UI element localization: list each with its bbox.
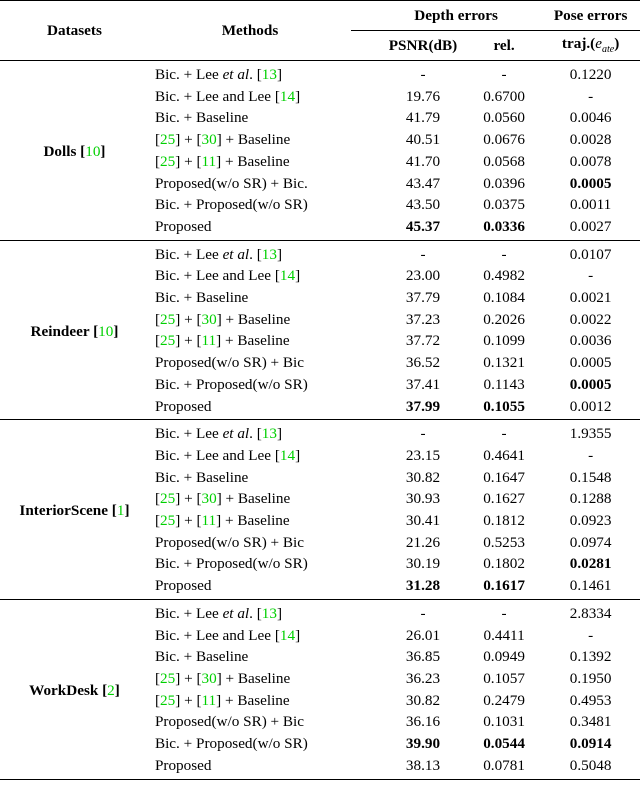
dataset-citation-link[interactable]: 10 <box>85 142 101 160</box>
dataset-group-interiorscene <box>0 420 640 600</box>
traj-value: 0.0046 <box>569 109 612 127</box>
rel-value: 0.1321 <box>483 354 525 372</box>
method-italic: et al <box>222 66 250 83</box>
method-italic: et al <box>222 245 250 263</box>
psnr-value: 23.15 <box>405 446 441 464</box>
header-traj-symbol: e <box>595 35 602 53</box>
psnr-value: 30.93 <box>405 490 441 508</box>
citation-link[interactable]: 25 <box>160 152 176 170</box>
rel-value: - <box>467 61 541 86</box>
method-text: + Baseline <box>221 152 290 170</box>
traj-value: 0.0005 <box>569 375 612 393</box>
method-cell <box>149 287 351 309</box>
method-cell: Bic. + Lee and Lee [14] <box>154 267 301 285</box>
header-traj-subscript: ate <box>601 44 615 56</box>
traj-value: 0.0012 <box>569 397 612 415</box>
citation-link[interactable]: 25 <box>160 490 176 508</box>
psnr-value: 30.82 <box>405 468 441 486</box>
traj-value: 0.4953 <box>569 691 612 709</box>
psnr-value: 39.90 <box>405 735 441 753</box>
psnr-value: 36.23 <box>405 669 441 687</box>
citation-link[interactable]: 30 <box>201 131 217 149</box>
method-cell: Bic. + Lee and Lee [14] <box>154 626 301 644</box>
method-text: + Baseline <box>221 332 290 350</box>
psnr-value: 40.51 <box>405 131 441 149</box>
traj-value: 0.1548 <box>569 468 612 486</box>
method-text: Bic. + Lee and Lee <box>154 87 275 105</box>
psnr-value: 43.50 <box>405 196 441 214</box>
method-text: Bic. + Baseline <box>154 109 249 127</box>
method-cell: [25] + [30] + Baseline <box>154 669 291 687</box>
rel-value: 0.0336 <box>483 217 525 235</box>
dataset-name: InteriorScene <box>19 502 108 520</box>
header-psnr: PSNR(dB) <box>351 31 467 61</box>
method-text: Proposed(w/o SR) + Bic <box>154 713 305 731</box>
rel-value: 0.1055 <box>483 397 525 415</box>
citation-link[interactable]: 11 <box>201 512 217 530</box>
method-cell <box>149 532 351 554</box>
psnr-value: 31.28 <box>405 577 441 595</box>
method-text: Proposed <box>154 577 212 595</box>
method-text: Bic. + Lee <box>154 66 223 83</box>
rel-value: 0.1617 <box>483 577 525 595</box>
method-cell: Bic. + Lee and Lee [14] <box>154 87 301 105</box>
dataset-name-cell: InteriorScene [1] <box>0 420 149 600</box>
dataset-citation-link[interactable]: 10 <box>98 322 114 340</box>
psnr-value: 45.37 <box>405 217 441 235</box>
rel-value: 0.4411 <box>483 626 525 644</box>
citation-link[interactable]: 14 <box>279 87 296 105</box>
method-cell <box>149 396 351 420</box>
traj-value: 0.0036 <box>569 332 612 350</box>
method-text: + Baseline <box>221 131 291 149</box>
method-text: . <box>249 425 257 443</box>
traj-value: 0.0005 <box>569 354 612 372</box>
method-cell: Bic. + Lee et al. [13] <box>149 240 351 265</box>
method-text: Proposed <box>154 397 212 415</box>
method-cell <box>149 755 351 779</box>
psnr-value: 37.23 <box>405 310 441 328</box>
rel-value: 0.4982 <box>483 267 525 285</box>
method-text: . <box>249 66 257 83</box>
rel-value: 0.1057 <box>483 669 525 687</box>
rel-value: 0.5253 <box>483 533 525 551</box>
header-methods: Methods <box>149 1 351 61</box>
method-cell: Bic. + Lee et al. [13] <box>149 61 351 86</box>
psnr-value: 41.70 <box>405 152 441 170</box>
method-text: Bic. + Lee <box>154 604 223 622</box>
traj-value: 0.0974 <box>569 533 612 551</box>
rel-value: 0.0544 <box>483 735 525 753</box>
header-traj-close: ) <box>614 35 620 53</box>
method-cell <box>149 711 351 733</box>
method-cell <box>149 646 351 668</box>
method-text: Bic. + Baseline <box>154 468 249 486</box>
psnr-value: 36.52 <box>405 354 441 372</box>
traj-value: 0.0021 <box>569 289 612 307</box>
header-rel: rel. <box>467 31 541 61</box>
method-text: Bic. + Proposed(w/o SR) <box>154 375 308 393</box>
psnr-value: 37.99 <box>405 397 441 415</box>
rel-value: - <box>467 420 541 445</box>
traj-value: 0.0028 <box>569 131 612 149</box>
rel-value: 0.0560 <box>483 109 525 127</box>
method-cell: [25] + [11] + Baseline <box>154 332 290 350</box>
traj-value: 0.0914 <box>569 735 612 753</box>
psnr-value: 30.82 <box>405 691 441 709</box>
citation-link[interactable]: 25 <box>160 131 176 149</box>
citation-link[interactable]: 30 <box>201 310 217 328</box>
table-header <box>0 1 640 61</box>
header-traj-label: traj.( <box>561 35 596 53</box>
method-cell: [25] + [30] + Baseline <box>154 310 291 328</box>
traj-value: - <box>588 626 594 644</box>
citation-link[interactable]: 11 <box>201 691 217 709</box>
traj-value: 1.9355 <box>541 420 640 445</box>
method-text: Proposed(w/o SR) + Bic. <box>154 174 308 192</box>
table-row <box>0 240 640 265</box>
dataset-name: Dolls <box>43 142 77 160</box>
rel-value: 0.1084 <box>483 289 525 307</box>
psnr-value: 41.79 <box>405 109 441 127</box>
traj-value: 0.0107 <box>541 240 640 265</box>
psnr-value: 37.41 <box>405 375 441 393</box>
rel-value: 0.0676 <box>483 131 525 149</box>
dataset-group-reindeer <box>0 240 640 420</box>
citation-link[interactable]: 13 <box>261 604 277 622</box>
method-cell: Bic. + Lee et al. [13] <box>149 599 351 624</box>
psnr-value: 43.47 <box>405 174 441 192</box>
traj-value: 0.0011 <box>570 196 612 214</box>
psnr-value: 19.76 <box>405 87 441 105</box>
traj-value: 0.1288 <box>569 490 612 508</box>
method-cell <box>149 374 351 396</box>
method-text: Bic. + Lee and Lee <box>154 267 275 285</box>
dataset-name-cell: Reindeer [10] <box>0 240 149 420</box>
method-text: Bic. + Baseline <box>154 289 249 307</box>
citation-link[interactable]: 13 <box>261 425 277 443</box>
table-row <box>0 599 640 624</box>
rel-value: 0.0396 <box>483 174 525 192</box>
psnr-value: 26.01 <box>405 626 441 644</box>
rel-value: 0.4641 <box>483 446 525 464</box>
psnr-value: - <box>351 240 467 265</box>
rel-value: 0.1627 <box>483 490 525 508</box>
citation-link[interactable]: 30 <box>201 669 217 687</box>
traj-value: 0.0923 <box>569 512 612 530</box>
psnr-value: - <box>351 599 467 624</box>
citation-link[interactable]: 30 <box>201 490 217 508</box>
method-cell: [25] + [30] + Baseline <box>154 490 291 508</box>
method-text: + Baseline <box>221 512 290 530</box>
psnr-value: 36.85 <box>405 648 441 666</box>
method-cell: [25] + [11] + Baseline <box>154 512 290 530</box>
psnr-value: - <box>351 61 467 86</box>
psnr-value: 21.26 <box>405 533 441 551</box>
method-text: Bic. + Lee and Lee <box>154 626 275 644</box>
rel-value: 0.0949 <box>483 648 525 666</box>
rel-value: - <box>467 599 541 624</box>
rel-value: 0.1802 <box>483 555 525 573</box>
citation-link[interactable]: 13 <box>261 66 277 83</box>
method-cell: [25] + [11] + Baseline <box>154 691 290 709</box>
method-text: Proposed(w/o SR) + Bic <box>154 354 305 372</box>
method-text: Bic. + Lee <box>154 245 223 263</box>
rel-value: 0.0568 <box>483 152 525 170</box>
citation-link[interactable]: 14 <box>279 626 296 644</box>
method-text: . <box>249 245 257 263</box>
method-cell: Bic. + Lee and Lee [14] <box>154 446 301 464</box>
method-cell: [25] + [30] + Baseline <box>154 131 291 149</box>
header-depth-errors: Depth errors <box>351 1 541 31</box>
psnr-value: - <box>351 420 467 445</box>
traj-value: 0.0078 <box>569 152 612 170</box>
table-row <box>0 420 640 445</box>
method-text: Proposed <box>154 217 212 235</box>
method-italic: et al <box>222 425 250 443</box>
method-text: + Baseline <box>221 310 291 328</box>
method-cell <box>149 107 351 129</box>
traj-value: 0.0281 <box>569 555 612 573</box>
citation-link[interactable]: 25 <box>160 512 176 530</box>
method-italic: et al <box>222 604 250 622</box>
traj-value: 0.0027 <box>569 217 612 235</box>
method-text: Bic. + Baseline <box>154 648 249 666</box>
method-text: Bic. + Lee <box>154 425 223 443</box>
method-text: . <box>249 604 257 622</box>
header-pose-errors: Pose errors <box>541 1 640 31</box>
traj-value: 0.3481 <box>569 713 612 731</box>
dataset-name-cell: WorkDesk [2] <box>0 599 149 779</box>
method-cell <box>149 467 351 489</box>
method-cell: Bic. + Lee et al. [13] <box>149 420 351 445</box>
citation-link[interactable]: 14 <box>279 446 296 464</box>
traj-value: - <box>588 446 594 464</box>
traj-value: 0.1461 <box>569 577 612 595</box>
traj-value: 0.1950 <box>569 669 612 687</box>
method-cell <box>149 216 351 240</box>
dataset-citation-link[interactable]: 2 <box>107 681 115 699</box>
method-cell <box>149 733 351 755</box>
method-text: Proposed(w/o SR) + Bic <box>154 533 305 551</box>
rel-value: 0.1647 <box>483 468 525 486</box>
method-text: + Baseline <box>221 669 291 687</box>
dataset-group-workdesk <box>0 599 640 779</box>
dataset-name-cell: Dolls [10] <box>0 61 149 241</box>
rel-value: 0.1812 <box>483 512 525 530</box>
citation-link[interactable]: 13 <box>261 245 277 263</box>
method-cell <box>149 553 351 575</box>
citation-link[interactable]: 14 <box>279 267 296 285</box>
traj-value: 0.0005 <box>569 174 612 192</box>
method-text: Bic. + Lee and Lee <box>154 446 275 464</box>
psnr-value: 37.79 <box>405 289 441 307</box>
rel-value: 0.2026 <box>483 310 525 328</box>
rel-value: - <box>467 240 541 265</box>
method-cell <box>149 352 351 374</box>
traj-value: - <box>588 267 594 285</box>
citation-link[interactable]: 25 <box>160 669 176 687</box>
rel-value: 0.1031 <box>483 713 525 731</box>
psnr-value: 30.19 <box>405 555 441 573</box>
dataset-citation-link[interactable]: 1 <box>116 502 125 520</box>
traj-value: 2.8334 <box>541 599 640 624</box>
citation-link[interactable]: 25 <box>160 332 176 350</box>
citation-link[interactable]: 11 <box>201 332 217 350</box>
traj-value: 0.1220 <box>541 61 640 86</box>
rel-value: 0.1143 <box>483 375 525 393</box>
method-text: Bic. + Proposed(w/o SR) <box>154 735 308 753</box>
citation-link[interactable]: 25 <box>160 691 176 709</box>
method-text: + Baseline <box>221 691 290 709</box>
method-cell <box>149 173 351 195</box>
citation-link[interactable]: 11 <box>201 152 217 170</box>
dataset-name: WorkDesk <box>29 681 99 699</box>
traj-value: 0.1392 <box>569 648 612 666</box>
traj-value: 0.0022 <box>569 310 612 328</box>
method-cell <box>149 575 351 599</box>
dataset-group-dolls <box>0 61 640 241</box>
dataset-name: Reindeer <box>30 322 90 340</box>
rel-value: 0.0781 <box>467 755 541 779</box>
header-traj <box>541 31 640 61</box>
header-datasets: Datasets <box>0 1 149 61</box>
method-text: + Baseline <box>221 490 291 508</box>
citation-link[interactable]: 25 <box>160 310 176 328</box>
traj-value: 0.5048 <box>541 755 640 779</box>
psnr-value: 23.00 <box>405 267 441 285</box>
psnr-value: 38.13 <box>351 755 467 779</box>
psnr-value: 36.16 <box>405 713 441 731</box>
method-text: Bic. + Proposed(w/o SR) <box>154 196 308 214</box>
traj-value: - <box>588 87 594 105</box>
table-row <box>0 61 640 86</box>
rel-value: 0.2479 <box>483 691 525 709</box>
method-cell <box>149 194 351 216</box>
psnr-value: 37.72 <box>405 332 441 350</box>
psnr-value: 30.41 <box>405 512 441 530</box>
method-text: Bic. + Proposed(w/o SR) <box>154 555 308 573</box>
rel-value: 0.6700 <box>483 87 525 105</box>
rel-value: 0.0375 <box>483 196 525 214</box>
method-text: Proposed <box>154 756 212 774</box>
rel-value: 0.1099 <box>483 332 525 350</box>
method-cell: [25] + [11] + Baseline <box>154 152 290 170</box>
